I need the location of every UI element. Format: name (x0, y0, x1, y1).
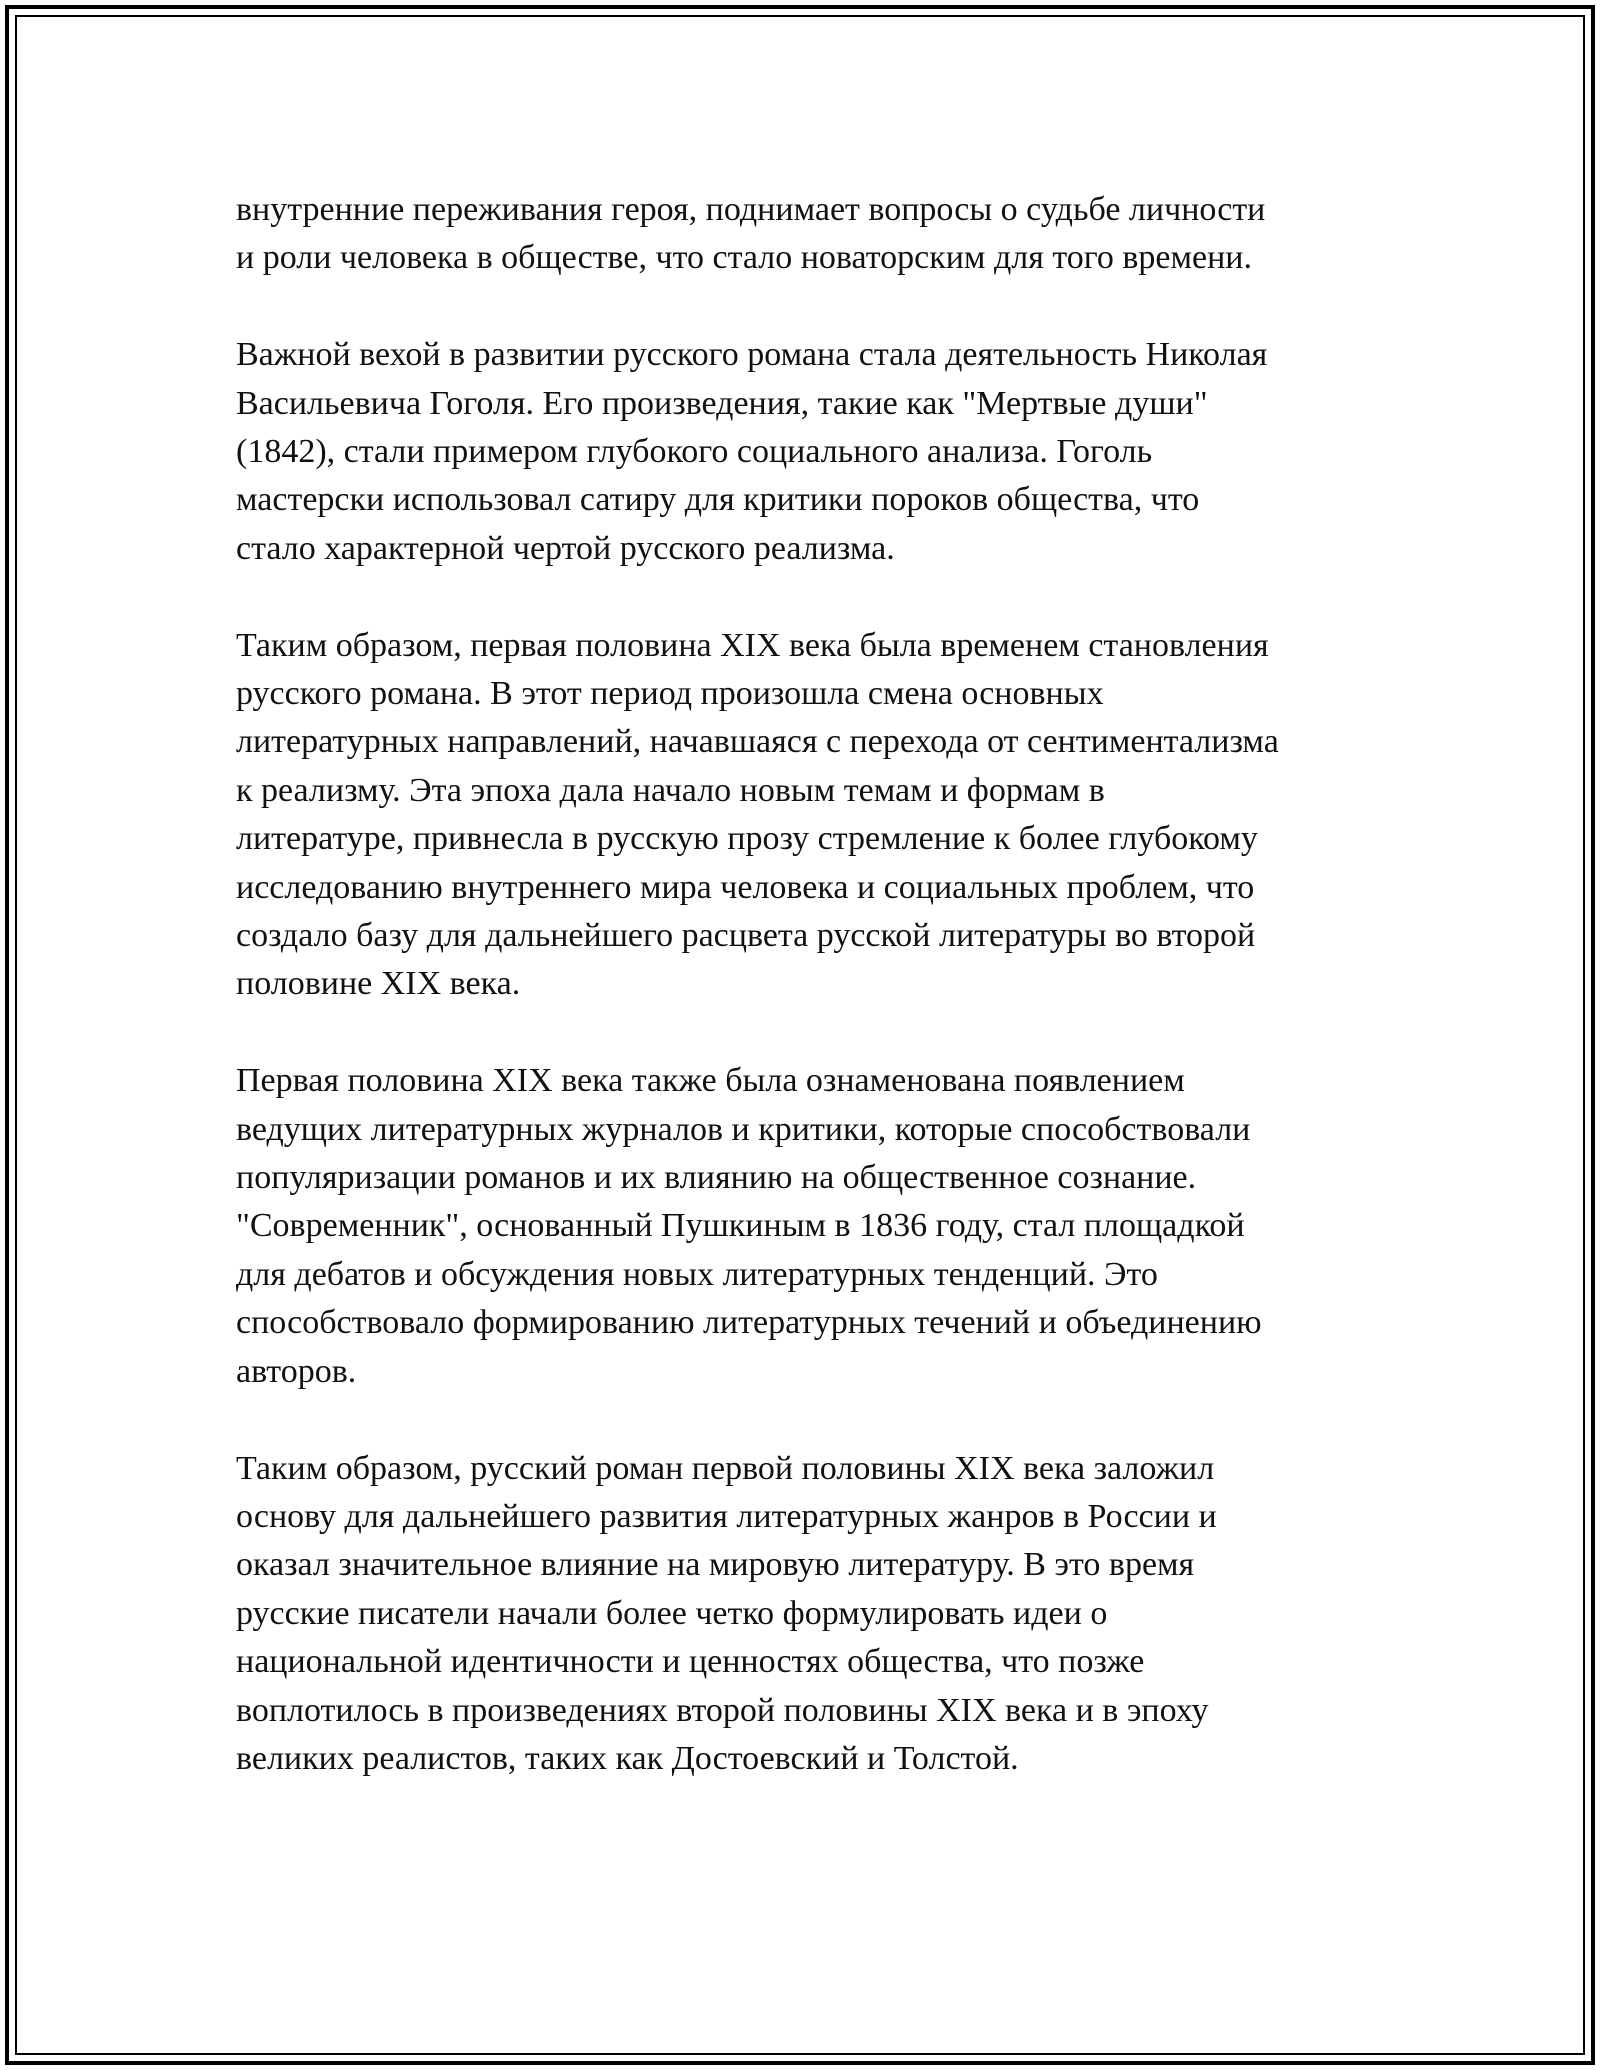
paragraph-1: внутренние переживания героя, поднимает вопросы о судьбе личности и роли человека в обществе, что стало новаторским для того времени. (236, 191, 1266, 277)
paragraph-4: Первая половина XIX века также была ознаменована появлением ведущих литературных журналов и критики, которые способствовали популяризации романов и их влиянию на общественное сознание. "Современник", основанный Пушкиным в 1836 году, стал площадкой для дебатов и обсуждения новых литературных тенденций. Это способствовало формированию литературных течений и объединению авторов. (236, 1062, 1262, 1390)
paragraph-3: Таким образом, первая половина XIX века была временем становления русского романа. В этот период произошла смена основных литературных направлений, начавшаяся с перехода от сентиментализма к реализму. Эта эпоха дала начало новым темам и формам в литературе, привнесла в русскую прозу стремление к более глубокому исследованию внутреннего мира человека и социальных проблем, что создало базу для дальнейшего расцвета русской литературы во второй половине XIX века. (236, 626, 1279, 1003)
paragraph-5: Таким образом, русский роман первой половины XIX века заложил основу для дальнейшего развития литературных жанров в России и оказал значительное влияние на мировую литературу. В это время русские писатели начали более четко формулировать идеи о национальной идентичности и ценностях общества, что позже воплотилось в произведениях второй половины XIX века и в эпоху великих реалистов, таких как Достоевский и Толстой. (236, 1449, 1217, 1777)
paragraph-2: Важной вехой в развитии русского романа стала деятельность Николая Васильевича Гоголя. Его произведения, такие как "Мертвые души" (1842), стали примером глубокого социального анализа. Гоголь мастерски использовал сатиру для критики пороков общества, что стало характерной чертой русского реализма. (236, 336, 1268, 567)
document-body (236, 186, 1386, 1832)
